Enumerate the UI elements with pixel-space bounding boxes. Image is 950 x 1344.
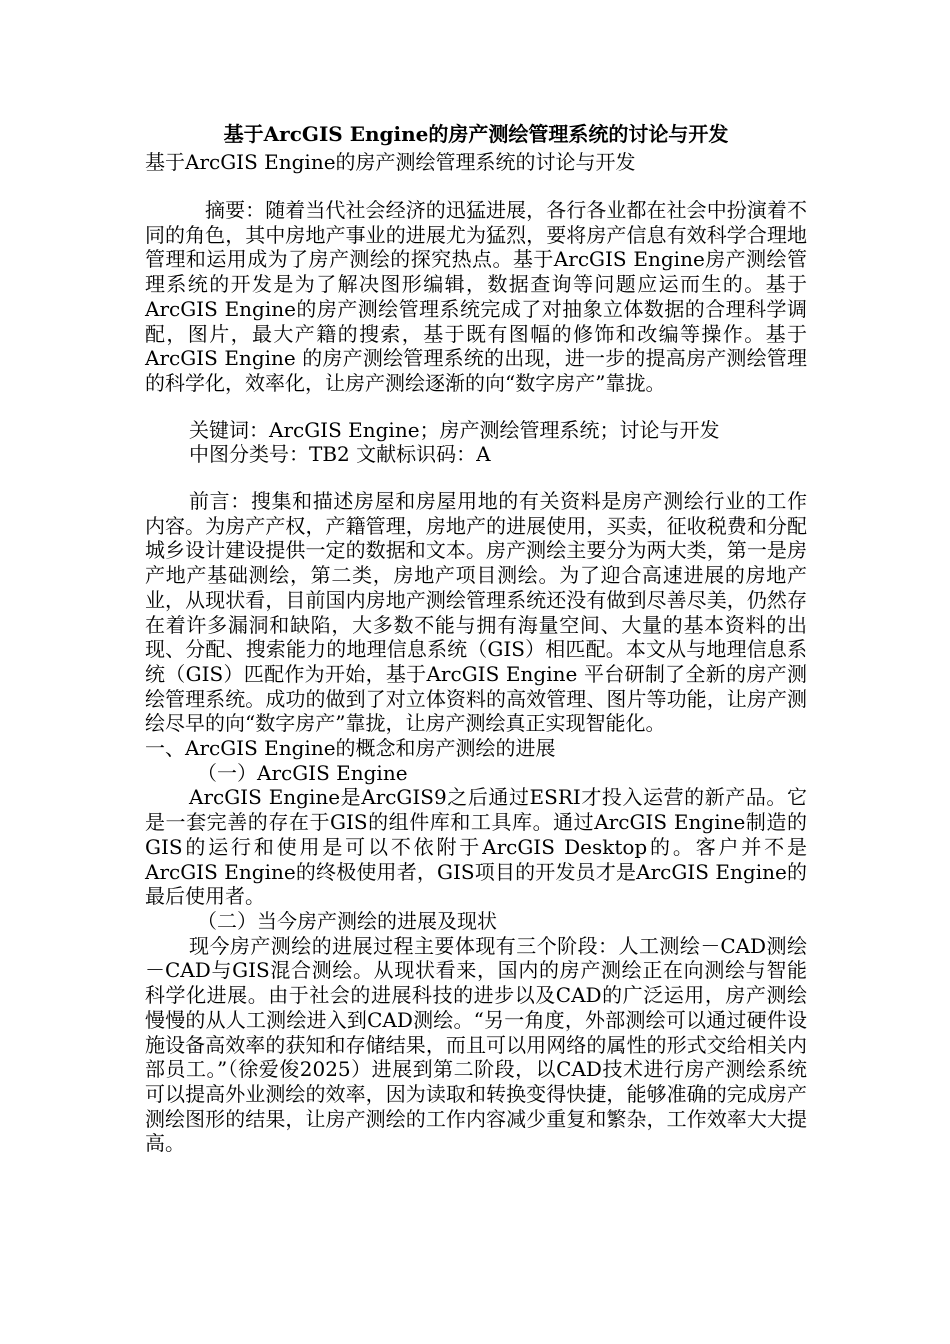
subsection-heading: （一）ArcGIS Engine [197, 760, 408, 785]
document-subtitle: 基于ArcGIS Engine的房产测绘管理系统的讨论与开发 [145, 150, 636, 174]
preface-paragraph: 前言：搜集和描述房屋和房屋用地的有关资料是房产测绘行业的工作内容。为房产产权，产籍管理，房地产的进展使用，买卖，征收税费和分配城乡设计建设提供一定的数据和文本。房产测绘主要分为两大类，第一是房产地产基础测绘，第二类，房地产项目测绘。为了迎合高速进展的房地产业，从现状看，目前国内房地产测绘管理系统还没有做到尽善尽美，仍然存在着许多漏洞和缺陷，大多数不能与拥有海量空间、大量的基本资料的出现、分配、搜索能力的地理信息系统（GIS）相匹配。本文从与地理信息系统（GIS）匹配作为开始，基于ArcGIS Engine 平台研制了全新的房产测绘管理系统。成功的做到了对立体资料的高效管理、图片等功能，让房产测绘尽早的向“数字房产”靠拢，让房产测绘真正实现智能化。 [145, 489, 807, 736]
keywords-line: 关键词：ArcGIS Engine；房产测绘管理系统；讨论与开发 [189, 417, 720, 442]
document-body [145, 120, 807, 1156]
spacer [145, 467, 807, 489]
section-heading: 一、ArcGIS Engine的概念和房产测绘的进展 [145, 736, 556, 761]
spacer [145, 396, 807, 418]
body-paragraph: ArcGIS Engine是ArcGIS9之后通过ESRI才投入运营的新产品。它是一套完善的存在于GIS的组件库和工具库。通过ArcGIS Engine制造的GIS的运行和使用是可以不依附于ArcGIS Desktop的。客户并不是ArcGIS Engine的终极使用者，GIS项目的开发员才是ArcGIS Engine的最后使用者。 [145, 785, 807, 909]
abstract-paragraph: 摘要：随着当代社会经济的迅猛进展，各行各业都在社会中扮演着不同的角色，其中房地产事业的进展尤为猛烈，要将房产信息有效科学合理地管理和运用成为了房产测绘的探究热点。基于ArcGIS Engine房产测绘管理系统的开发是为了解决图形编辑，数据查询等问题应运而生的。基于ArcGIS Engine的房产测绘管理系统完成了对抽象立体数据的合理科学调配，图片，最大产籍的搜索，基于既有图幅的修饰和改编等操作。基于 ArcGIS Engine 的房产测绘管理系统的出现，进一步的提高房产测绘管理的科学化，效率化，让房产测绘逐渐的向“数字房产”靠拢。 [145, 198, 807, 395]
classification-line: 中图分类号：TB2 文献标识码：A [189, 442, 491, 467]
body-paragraph: 现今房产测绘的进展过程主要体现有三个阶段：人工测绘－CAD测绘－CAD与GIS混合测绘。从现状看来，国内的房产测绘正在向测绘与智能科学化进展。由于社会的进展科技的进步以及CAD的广泛运用，房产测绘慢慢的从人工测绘进入到CAD测绘。“另一角度，外部测绘可以通过硬件设施设备高效率的获知和存储结果，而且可以用网络的属性的形式交给相关内部员工。”（徐爱俊2025）进展到第二阶段，以CAD技术进行房产测绘系统可以提高外业测绘的效率，因为读取和转换变得快捷，能够准确的完成房产测绘图形的结果，让房产测绘的工作内容减少重复和繁杂，工作效率大大提高。 [145, 933, 807, 1156]
document-title: 基于ArcGIS Engine的房产测绘管理系统的讨论与开发 [223, 122, 729, 146]
subsection-heading: （二）当今房产测绘的进展及现状 [197, 908, 497, 933]
